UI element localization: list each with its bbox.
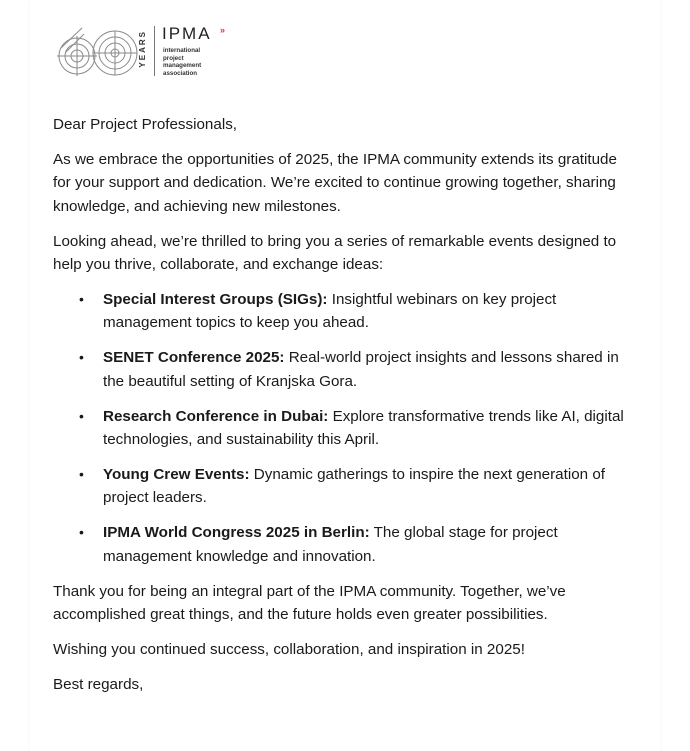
bullet-icon: • xyxy=(79,524,84,541)
ipma-wordmark: IPMA xyxy=(162,24,212,43)
closing: Best regards, xyxy=(53,675,144,693)
sixty-years-icon xyxy=(52,22,142,78)
logo-divider xyxy=(154,26,155,76)
event-title: Special Interest Groups (SIGs): xyxy=(103,290,328,308)
event-title: Research Conference in Dubai: xyxy=(103,407,329,425)
bullet-icon: • xyxy=(79,407,84,424)
lead-in-paragraph: Looking ahead, we’re thrilled to bring you a series of remarkable events designed to help you thrive, collaborate, and exchange ideas: xyxy=(53,232,617,274)
list-item xyxy=(79,288,633,335)
ipma-arrow-icon: » xyxy=(220,25,224,35)
greeting: Dear Project Professionals, xyxy=(53,116,238,133)
ipma-subtitle-line: project xyxy=(163,54,184,62)
ipma-subtitle xyxy=(163,47,201,77)
list-item xyxy=(79,521,633,568)
thanks-paragraph: Thank you for being an integral part of the IPMA community. Together, we’ve accomplished great things, and the future holds even greater possibilities. xyxy=(53,582,566,623)
wishes-paragraph: Wishing you continued success, collaboration, and inspiration in 2025! xyxy=(53,640,525,658)
letter-content xyxy=(53,113,633,708)
years-label: YEARS xyxy=(138,30,147,68)
ipma-subtitle-line: association xyxy=(163,69,198,77)
list-item xyxy=(79,346,633,393)
bullet-icon: • xyxy=(79,349,84,366)
event-title: IPMA World Congress 2025 in Berlin: xyxy=(103,524,370,542)
event-description: Real-world project insights and lessons shared in the beautiful setting of Kranjska Gora. xyxy=(103,349,619,390)
event-title: SENET Conference 2025: xyxy=(103,349,285,367)
event-description: Dynamic gatherings to inspire the next generation of project leaders. xyxy=(103,465,605,507)
list-item xyxy=(79,463,633,510)
list-item xyxy=(79,405,633,452)
event-description: Insightful webinars on key project management topics to keep you ahead. xyxy=(103,290,557,332)
ipma-subtitle-line: international xyxy=(163,47,201,54)
ipma-subtitle-line: management xyxy=(163,62,202,70)
event-description: The global stage for project management knowledge and innovation. xyxy=(103,524,558,565)
bullet-icon: • xyxy=(79,290,84,307)
intro-paragraph: As we embrace the opportunities of 2025, the IPMA community extends its gratitude for your support and dedication. We’re excited to continue growing together, sharing knowledge, and achieving new milestones. xyxy=(53,150,617,215)
bullet-icon: • xyxy=(79,465,84,482)
events-list xyxy=(53,288,633,568)
event-description: Explore transformative trends like AI, digital technologies, and sustainability this April. xyxy=(103,407,624,448)
event-title: Young Crew Events: xyxy=(103,465,250,483)
